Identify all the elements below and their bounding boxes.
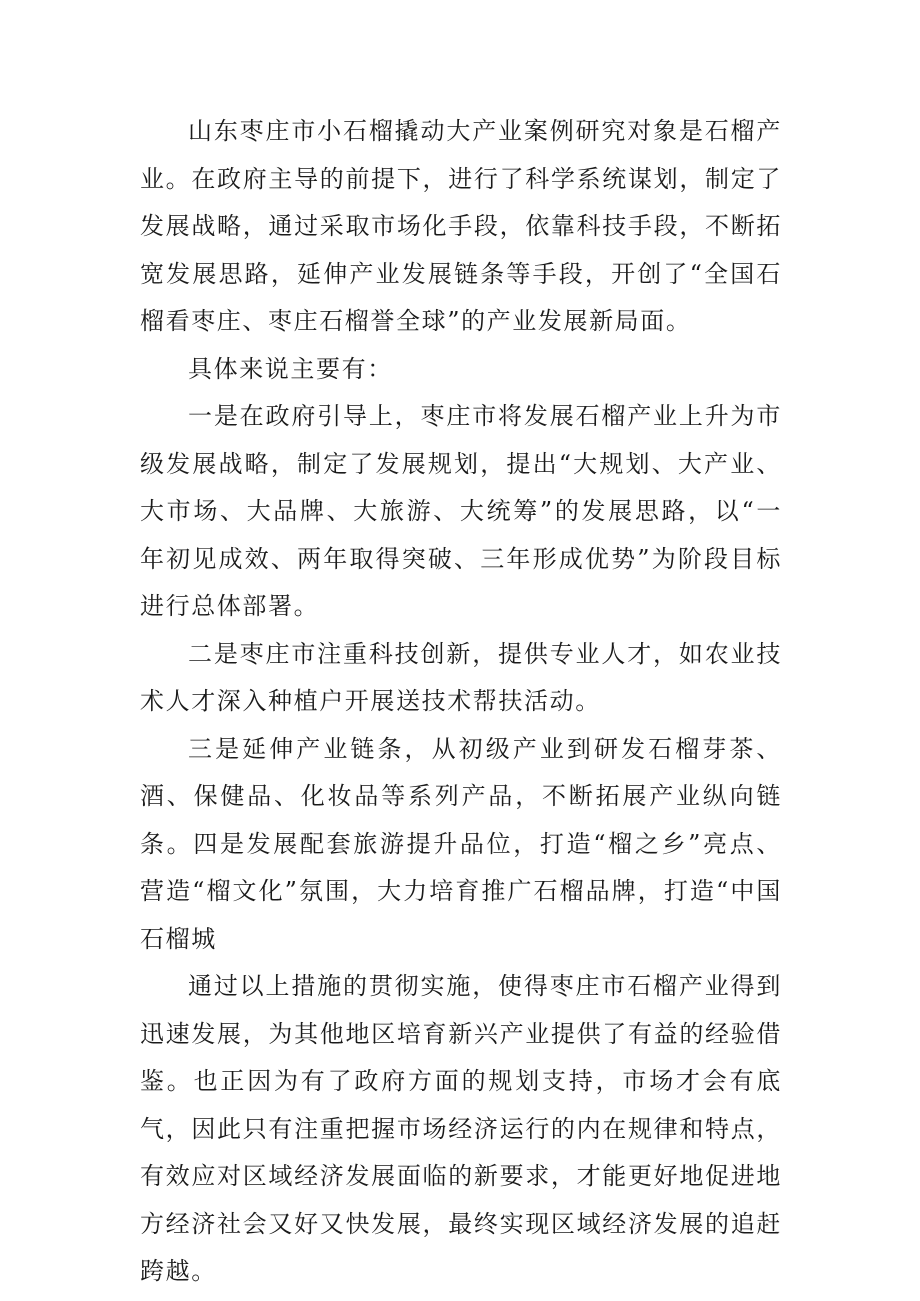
paragraph-point-one: 一是在政府引导上，枣庄市将发展石榴产业上升为市级发展战略，制定了发展规划，提出“大规划、大产业、大市场、大品牌、大旅游、大统筹”的发展思路，以“一年初见成效、两年取得突破、三年形成优势”为阶段目标进行总体部署。 [140, 402, 782, 620]
paragraph-point-two: 二是枣庄市注重科技创新，提供专业人才，如农业技术人才深入种植户开展送技术帮扶活动。 [140, 639, 782, 715]
paragraph-point-three-four: 三是延伸产业链条，从初级产业到研发石榴芽茶、酒、保健品、化妆品等系列产品，不断拓展产业纵向链条。四是发展配套旅游提升品位，打造“榴之乡”亮点、营造“榴文化”氛围，大力培育推广石榴品牌，打造“中国石榴城 [140, 734, 782, 953]
document-body [140, 108, 782, 1296]
paragraph-intro: 山东枣庄市小石榴撬动大产业案例研究对象是石榴产业。在政府主导的前提下，进行了科学系统谋划，制定了发展战略，通过采取市场化手段，依靠科技手段，不断拓宽发展思路，延伸产业发展链条等手段，开创了“全国石榴看枣庄、枣庄石榴誉全球”的产业发展新局面。 [140, 117, 782, 335]
paragraph-conclusion: 通过以上措施的贯彻实施，使得枣庄市石榴产业得到迅速发展，为其他地区培育新兴产业提供了有益的经验借鉴。也正因为有了政府方面的规划支持，市场才会有底气，因此只有注重把握市场经济运行的内在规律和特点，有效应对区域经济发展面临的新要求，才能更好地促进地方经济社会又好又快发展，最终实现区域经济发展的追赶跨越。 [140, 972, 782, 1285]
paragraph-summary-lead: 具体来说主要有： [188, 354, 393, 383]
